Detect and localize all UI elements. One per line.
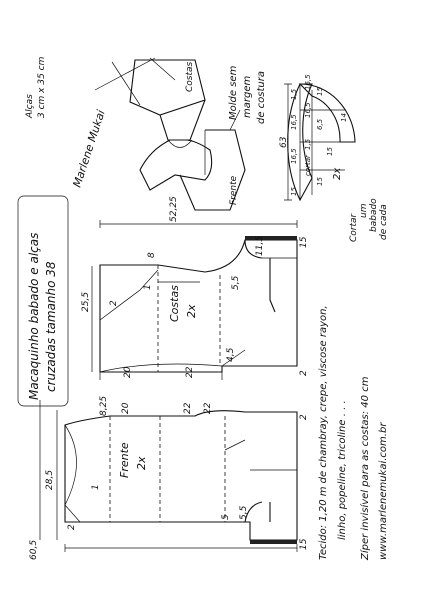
ruffle-d15a: 1,5: [290, 88, 298, 100]
instructions-fabric2: linho, popeline, tricoline . . .: [337, 400, 348, 540]
ruffle-note-1: Molde sem: [228, 65, 239, 120]
front-dim-825: 8,25: [99, 395, 109, 416]
back-dim-mark1: 1: [143, 284, 153, 290]
front-piece-count: 2x: [135, 456, 148, 470]
sketch-front-label: Frente: [229, 175, 239, 205]
back-dim-waist: 25,5: [81, 291, 91, 312]
svg-text:cruzadas tamanho 38: [44, 261, 58, 392]
back-pattern-piece: [92, 220, 297, 380]
ruffle-d15b: 15: [290, 187, 298, 196]
front-dim-22a: 22: [183, 402, 193, 414]
ruffle-d15e: 15: [316, 87, 324, 96]
front-dim-5: 5: [221, 514, 231, 520]
back-dim-15: 15: [299, 236, 309, 248]
front-dim-2: 2: [67, 524, 77, 530]
ruffle-cut-2: um: [359, 203, 369, 218]
back-dim-45: 4,5: [226, 347, 236, 362]
back-dim-115: 11,5: [255, 235, 265, 256]
signature: Marlene Mukai: [70, 108, 108, 189]
instructions-zipper: Zíper invisível para as costas: 40 cm: [360, 376, 371, 560]
ruffle-total: 63: [279, 136, 289, 148]
ruffle-d165c: 16,5: [304, 74, 312, 90]
front-pattern-piece: [40, 400, 297, 552]
ruffle-center: cortar: [304, 155, 312, 176]
instructions-website: www.marlenemukai.com.br: [378, 422, 389, 560]
ruffle-note-3: de costura: [256, 70, 267, 124]
ruffle-d65: 6,5: [316, 118, 324, 130]
front-dim-55: 5,5: [239, 505, 249, 520]
front-piece-label: Frente: [118, 442, 131, 478]
sketch-back-label: Costas: [185, 61, 195, 92]
back-dim-top: 8: [147, 252, 157, 258]
ruffle-cut-4: de cada: [379, 204, 389, 240]
ruffle-d165d: 16,5: [304, 102, 312, 118]
back-dim-length: 52,25: [169, 196, 179, 222]
title-line-1: Macaquinho babado e alças: [27, 232, 41, 400]
ruffle-d15d: 1,5: [304, 138, 312, 150]
ruffle-side14: 14: [340, 113, 348, 122]
title-block: [18, 196, 68, 406]
ruffle-d165a: 16,5: [290, 114, 298, 130]
garment-sketch: [95, 58, 245, 210]
svg-text:Macaquinho babado e alças: [27, 233, 41, 400]
ruffle-d165b: 16,5: [290, 148, 298, 164]
back-piece-count: 2x: [185, 304, 198, 318]
title-line-2: cruzadas tamanho 38: [44, 261, 58, 392]
front-dim-1: 1: [91, 484, 101, 490]
back-dim-cut2: 2: [109, 300, 119, 306]
ruffle-d15c: 15: [326, 147, 334, 156]
front-dim-22b: 22: [203, 402, 213, 414]
ruffle-cut-1: Cortar: [349, 213, 359, 242]
strap-dims: 3 cm x 35 cm: [37, 56, 47, 118]
back-crotch-hatch: [245, 236, 297, 240]
back-dim-55: 5,5: [231, 275, 241, 290]
back-dim-bottom2: 2: [299, 370, 309, 376]
front-crotch-hatch: [250, 540, 297, 544]
ruffle-count: 2x: [332, 167, 343, 180]
ruffle-cut-3: babado: [369, 198, 379, 232]
ruffle-note-2: margem: [242, 75, 253, 118]
instructions-fabric: Tecido: 1,20 m de chambray, crepe, viscose rayon,: [318, 305, 329, 560]
front-dim-bottom2: 2: [299, 414, 309, 420]
strap-label: Alças: [25, 94, 35, 118]
ruffle-d15f: 15: [316, 177, 324, 186]
front-dim-15: 15: [299, 538, 309, 550]
front-dim-605: 60,5: [29, 539, 39, 560]
back-dim-20: 20: [123, 366, 133, 378]
front-dim-285: 28,5: [45, 469, 55, 490]
back-piece-label: Costas: [168, 285, 181, 322]
back-dim-22: 22: [185, 366, 195, 378]
front-dim-20: 20: [121, 402, 131, 414]
